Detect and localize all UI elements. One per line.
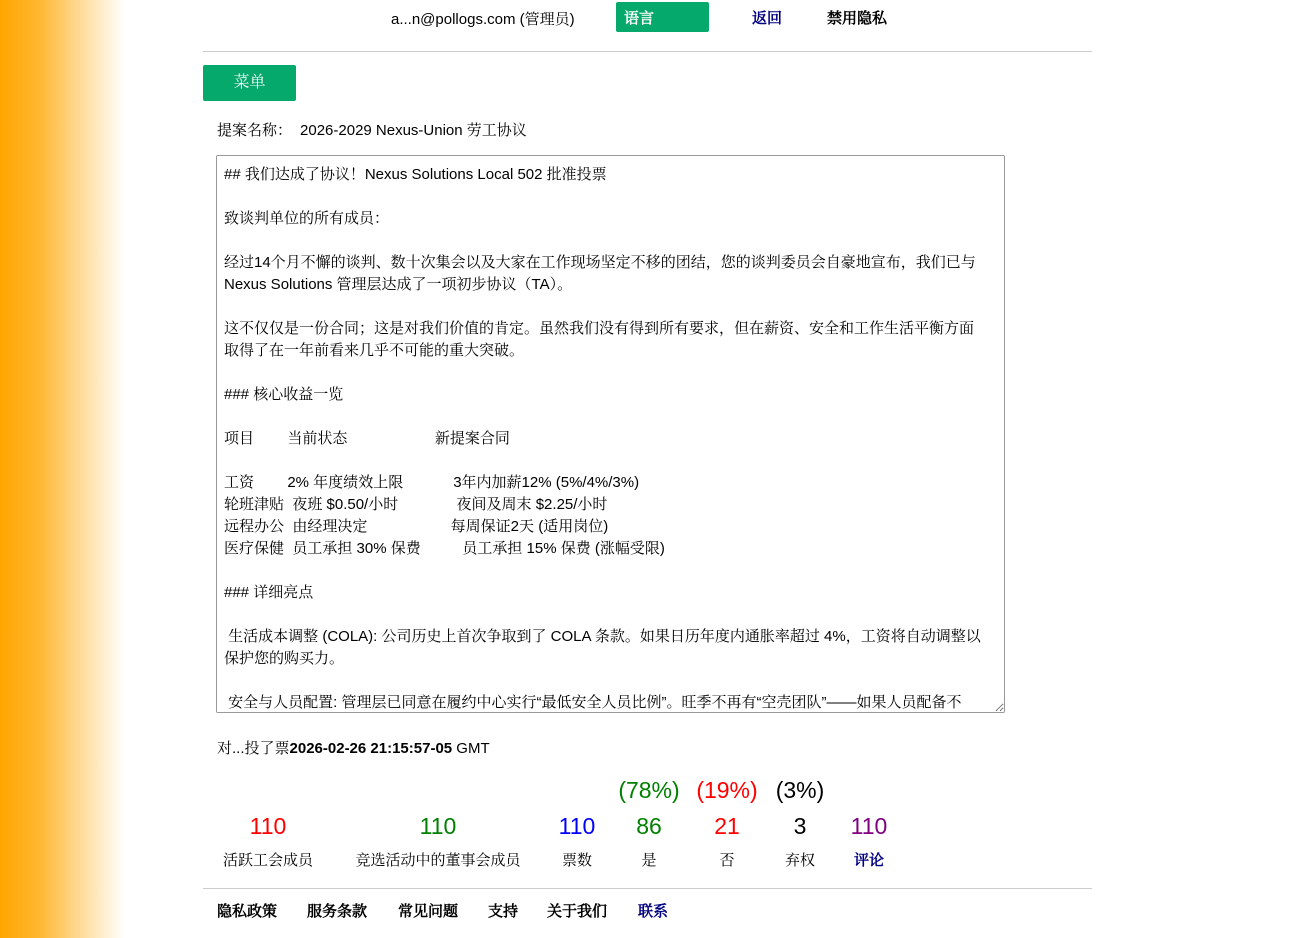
no-count: 21 bbox=[714, 813, 740, 839]
comments-link[interactable]: 评论 bbox=[853, 852, 884, 869]
proposal-body-textarea[interactable] bbox=[216, 155, 1005, 713]
footer-support[interactable]: 支持 bbox=[488, 903, 519, 920]
votes-label: 票数 bbox=[561, 852, 592, 869]
user-email: a...n@pollogs.com (管理员) bbox=[391, 11, 575, 28]
voted-timezone: GMT bbox=[452, 740, 490, 757]
abstain-count: 3 bbox=[793, 813, 807, 839]
votes-count: 110 bbox=[558, 813, 596, 839]
footer-faq[interactable]: 常见问题 bbox=[398, 903, 459, 920]
disable-privacy-link[interactable]: 禁用隐私 bbox=[827, 10, 888, 27]
proposal-name bbox=[217, 119, 535, 140]
yes-percent: (78%) bbox=[618, 777, 680, 803]
voted-line bbox=[217, 737, 490, 758]
footer-about[interactable]: 关于我们 bbox=[547, 903, 608, 920]
footer-terms[interactable]: 服务条款 bbox=[307, 903, 368, 920]
no-percent: (19%) bbox=[696, 777, 758, 803]
active-members-label: 活跃工会成员 bbox=[222, 852, 313, 869]
yes-count: 86 bbox=[636, 813, 662, 839]
menu-button[interactable]: 菜单 bbox=[203, 65, 296, 101]
board-members-label: 竞选活动中的董事会成员 bbox=[355, 852, 521, 869]
language-button[interactable]: 语言 bbox=[616, 2, 709, 32]
no-label: 否 bbox=[719, 852, 735, 869]
active-members-count: 110 bbox=[249, 813, 287, 839]
voted-datetime: 2026-02-26 21:15:57-05 bbox=[289, 740, 453, 757]
footer-privacy-policy[interactable]: 隐私政策 bbox=[217, 903, 278, 920]
divider bbox=[203, 51, 1092, 52]
abstain-percent: (3%) bbox=[775, 777, 825, 803]
comments-count: 110 bbox=[850, 813, 888, 839]
proposal-name-label: 提案名称： bbox=[217, 122, 293, 139]
proposal-name-value: 2026-2029 Nexus-Union 劳工协议 bbox=[300, 122, 527, 139]
footer-divider bbox=[203, 888, 1092, 889]
abstain-label: 弃权 bbox=[784, 852, 815, 869]
yes-label: 是 bbox=[641, 852, 657, 869]
footer-contact[interactable]: 联系 bbox=[638, 903, 669, 920]
voted-prefix: 对...投了票 bbox=[217, 740, 290, 757]
back-link[interactable]: 返回 bbox=[752, 10, 783, 27]
board-members-count: 110 bbox=[419, 813, 457, 839]
